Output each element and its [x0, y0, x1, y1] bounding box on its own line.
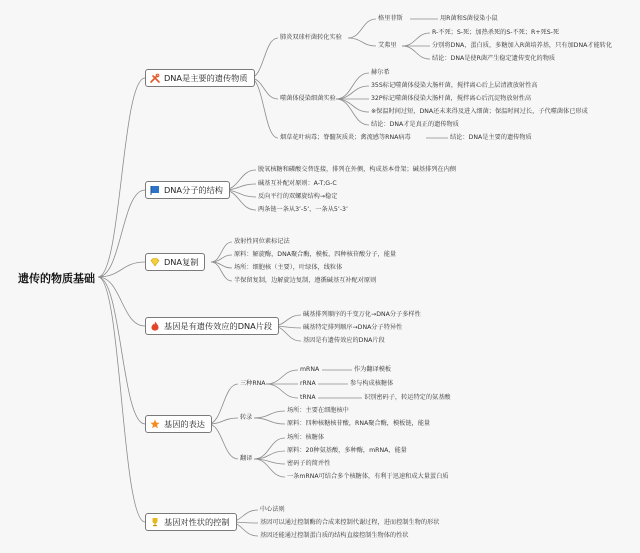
label-phage-experiment: 噬菌体侵染细菌实验 [280, 95, 336, 102]
connector [336, 86, 369, 99]
text-phage-32p: 32P标记噬菌体侵染大肠杆菌，搅拌离心后沉淀物放射性高 [371, 95, 532, 102]
text-phage-35s: 35S标记噬菌体侵染大肠杆菌，搅拌离心后上层清液放射性高 [371, 82, 538, 89]
text-avery-1: R-不死；S-死；加热杀死的S-不死；R+死S-死 [432, 29, 560, 36]
root-node[interactable]: 遗传的物质基础 [18, 272, 95, 285]
connector-root-topic [98, 190, 145, 277]
text-replication-4: 半保留复制，边解旋边复制，遵循碱基互补配对原则 [234, 277, 377, 284]
text-gene-2: 碱基特定排列顺序→DNA分子特异性 [303, 324, 403, 331]
text-translation-2: 原料：20种氨基酸，多种酶，mRNA，能量 [287, 447, 407, 454]
text-avery-3: 结论：DNA是使R菌产生稳定遗传变化的物质 [432, 55, 556, 62]
label-pneumococcus-experiment: 肺炎双球杆菌转化实验 [280, 34, 342, 41]
topic-dna-structure[interactable]: DNA分子的结构 [145, 181, 230, 199]
connector-root-topic [98, 277, 145, 326]
fire-icon [150, 321, 160, 331]
connector [254, 451, 285, 459]
connector [336, 99, 369, 125]
text-control-2: 基因可以通过控制酶的合成来控制代谢过程，进而控制生物的形状 [260, 519, 440, 526]
text-translation-1: 场所：核糖体 [287, 434, 325, 441]
text-replication-3: 场所：细胞核（主要），叶绿体，线粒体 [234, 264, 343, 271]
flag-icon [150, 185, 160, 195]
text-control-3: 基因还能通过控制蛋白质的结构直接控制生物体的性状 [260, 532, 409, 539]
connector [208, 418, 238, 424]
text-trna: 识别密码子，转运特定的氨基酸 [364, 394, 451, 401]
text-replication-1: 放射性同位素标记法 [234, 238, 290, 245]
connector [211, 242, 232, 262]
topic-gene-trait-control[interactable]: 基因对性状的控制 [145, 513, 237, 531]
text-structure-2: 碱基互补配对原则：A-T;G-C [258, 180, 337, 187]
text-translation-4: 一条mRNA可结合多个核糖体，有利于迅速和成大量蛋白质 [287, 473, 449, 480]
text-control-1: 中心法则 [260, 506, 285, 513]
text-translation-3: 密码子的简并性 [287, 460, 331, 467]
label-rna-virus: 烟草花叶病毒；脊髓灰质炎；禽流感等RNA病毒 [280, 134, 411, 141]
connector-root-topic [98, 277, 145, 522]
tools-icon [150, 73, 160, 83]
label-transcription: 转录 [240, 414, 253, 421]
label-mrna: mRNA [300, 366, 320, 373]
text-phage-conclusion: 结论：DNA才是真正的遗传物质 [371, 121, 459, 128]
connector [266, 384, 298, 398]
text-replication-2: 原料：解旋酶，DNA聚合酶，模板，四种核苷酸分子，能量 [234, 251, 397, 258]
text-rna-virus-conclusion: 结论：DNA是主要的遗传物质 [450, 134, 532, 141]
text-transcription-1: 场所：主要在细胞核中 [287, 407, 349, 414]
connector [254, 438, 285, 459]
text-transcription-2: 原料：四种核糖核苷酸，RNA聚合酶，模板链，能量 [287, 420, 431, 427]
text-rrna: 参与构成核糖体 [350, 380, 394, 387]
text-gene-1: 碱基排列顺序的千变万化→DNA分子多样性 [303, 311, 421, 318]
label-translation: 翻译 [240, 455, 253, 462]
topic-dna-replication[interactable]: DNA复制 [145, 253, 205, 271]
connector [266, 370, 298, 384]
connector [348, 38, 376, 46]
connector [208, 424, 238, 459]
label-three-rna: 三种RNA [240, 380, 266, 387]
label-griffith: 格里菲斯 [378, 15, 403, 22]
text-phage-note: ※保温时间过短，DNA还未来得及进入细菌；保温时间过长，子代噬菌体已形成 [371, 108, 588, 115]
connector [348, 19, 376, 38]
star-icon [150, 419, 160, 429]
connector [336, 73, 369, 99]
gem-icon [150, 257, 160, 267]
text-hershey: 赫尔希 [371, 69, 390, 76]
text-structure-3: 反向平行的双螺旋结构→稳定 [258, 193, 338, 200]
connector [250, 78, 278, 138]
connector [336, 99, 369, 112]
label-rrna: rRNA [300, 380, 316, 387]
connector [254, 411, 285, 418]
text-griffith-desc: 用R菌和S菌侵染小鼠 [440, 15, 498, 22]
topic-gene-expression[interactable]: 基因的表达 [145, 415, 212, 433]
text-avery-2: 分别将DNA，蛋白质，多糖加入R菌培养基，只有加DNA才能转化 [432, 42, 613, 49]
text-gene-3: 基因是有遗传效应的DNA片段 [303, 337, 385, 344]
text-structure-4: 两条链一条从3’-5’，一条从5’-3’ [258, 206, 348, 213]
connector [402, 46, 430, 59]
connector [402, 33, 430, 46]
trophy-icon [150, 517, 160, 527]
label-trna: tRNA [300, 394, 316, 401]
topic-gene-dna-fragment[interactable]: 基因是有遗传效应的DNA片段 [145, 317, 279, 335]
label-avery: 艾弗里 [378, 42, 397, 49]
text-structure-1: 脱氧核糖和磷酸交替连接，排列在外侧，构成基本骨架；碱基排列在内侧 [258, 166, 456, 173]
connector-root-topic [98, 78, 145, 277]
text-mrna: 作为翻译模板 [354, 366, 392, 373]
connector [254, 418, 285, 424]
topic-dna-main-genetic-material[interactable]: DNA是主要的遗传物质 [145, 69, 255, 87]
